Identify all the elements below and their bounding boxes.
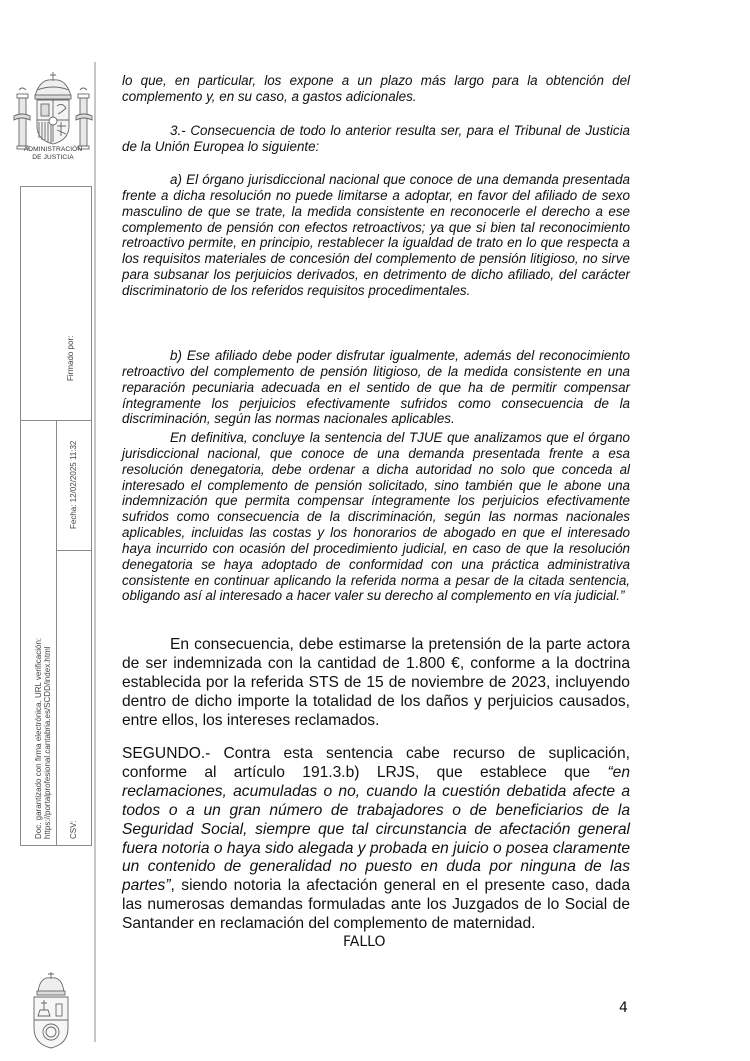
- paragraph: En consecuencia, debe estimarse la pretensión de la parte actora de ser indemnizada con la cantidad de 1.800 €, conforme a la doctrina establecida por la referida STS de 15 de noviembre de 2023, incluyendo dentro de dicho importe la totalidad de los daños y perjuicios causados, entre ellos, los intereses reclamados.: [122, 636, 630, 729]
- signature-date: Fecha: 12/02/2025 11:32: [69, 440, 78, 529]
- box-divider: [56, 550, 91, 551]
- segundo-quote: “en reclamaciones, acumuladas o no, cuando la cuestión debatida afecte a todos o a un gran número de trabajadores o de beneficiarios de la Seguridad Social, siempre que tal circunstancia de afectación general fuera notoria o haya sido alegada y probada en juicio o posea claramente un contenido de generalidad no puesto en duda por ninguna de las partes”: [122, 763, 631, 895]
- verification-url[interactable]: https://portalprofesional.cantabria.es/SCDD/index.html: [43, 646, 52, 839]
- institution-line-2: DE JUSTICIA: [32, 154, 74, 161]
- cantabria-crest-icon: [28, 970, 74, 1050]
- margin-rule: [94, 62, 96, 1042]
- paragraph-segundo: [122, 745, 630, 934]
- institution-line-1: ADMINISTRACIÓN: [23, 146, 83, 153]
- institution-caption: [10, 146, 96, 162]
- box-divider: [56, 420, 57, 845]
- section-heading: FALLO: [343, 934, 386, 950]
- segundo-intro: SEGUNDO.- Contra esta sentencia cabe recurso de suplicación, conforme al artículo 191.3.b) LRJS, que establece que: [122, 745, 630, 781]
- signed-by-label: Firmado por:: [66, 335, 75, 381]
- paragraph: b) Ese afiliado debe poder disfrutar igualmente, además del reconocimiento retroactivo del complemento de pensión litigioso, de la medida consistente en una reparación pecuniaria adecuada en el sentido de que ha de permitir compensar íntegramente los perjuicios efectivamente sufridos como consecuencia de la discriminación, según las normas nacionales aplicables.: [122, 348, 630, 427]
- segundo-conclusion: , siendo notoria la afectación general en el presente caso, dada las numerosas demandas formuladas ante los Juzgados de lo Social de Santander en reclamación del complemento de maternidad.: [122, 877, 630, 933]
- signature-box: [20, 186, 92, 846]
- paragraph: a) El órgano jurisdiccional nacional que conoce de una demanda presentada frente a dicha resolución no puede limitarse a adoptar, en favor del afiliado de sexo masculino de que se trate, la medida consistente en reconocerle el derecho a ese complemento de pensión con efectos retroactivos; ya que si bien tal reconocimiento retroactivo permite, en principio, restablecer la igualdad de trato en lo que respecta a los requisitos materiales de concesión del complemento de pensión litigioso, no sirve para subsanar los perjuicios derivados, en detrimento de dicho afiliado, del carácter discriminatorio de los referidos requisitos procedimentales.: [122, 172, 630, 298]
- verification-text: Doc. garantizado con firma electrónica. URL verificación:: [34, 637, 43, 839]
- paragraph: En definitiva, concluye la sentencia del TJUE que analizamos que el órgano jurisdiccional nacional, que conoce de una demanda presentada frente a esa resolución denegatoria, debe ordenar a dicha autoridad no solo que conceda al interesado el complemento de pensión solicitado, sino también que le abone una indemnización que permita compensar íntegramente los perjuicios efectivamente sufridos como consecuencia de la discriminación, según las normas nacionales aplicables, incluidas las costas y los honorarios de abogado en que el interesado haya incurrido con ocasión del procedimiento judicial, en caso de que la resolución denegatoria se haya adoptado de conformidad con una práctica administrativa consistente en continuar aplicando la referida norma a pesar de la citada sentencia, obligando así al interesado a hacer valer su derecho al complemento en vía judicial.”: [122, 430, 630, 604]
- csv-label: CSV:: [69, 820, 78, 839]
- paragraph: 3.- Consecuencia de todo lo anterior resulta ser, para el Tribunal de Justicia de la Unión Europea lo siguiente:: [122, 123, 630, 154]
- paragraph: lo que, en particular, los expone a un plazo más largo para la obtención del complemento y, en su caso, a gastos adicionales.: [122, 73, 630, 104]
- page-number: 4: [619, 1000, 628, 1016]
